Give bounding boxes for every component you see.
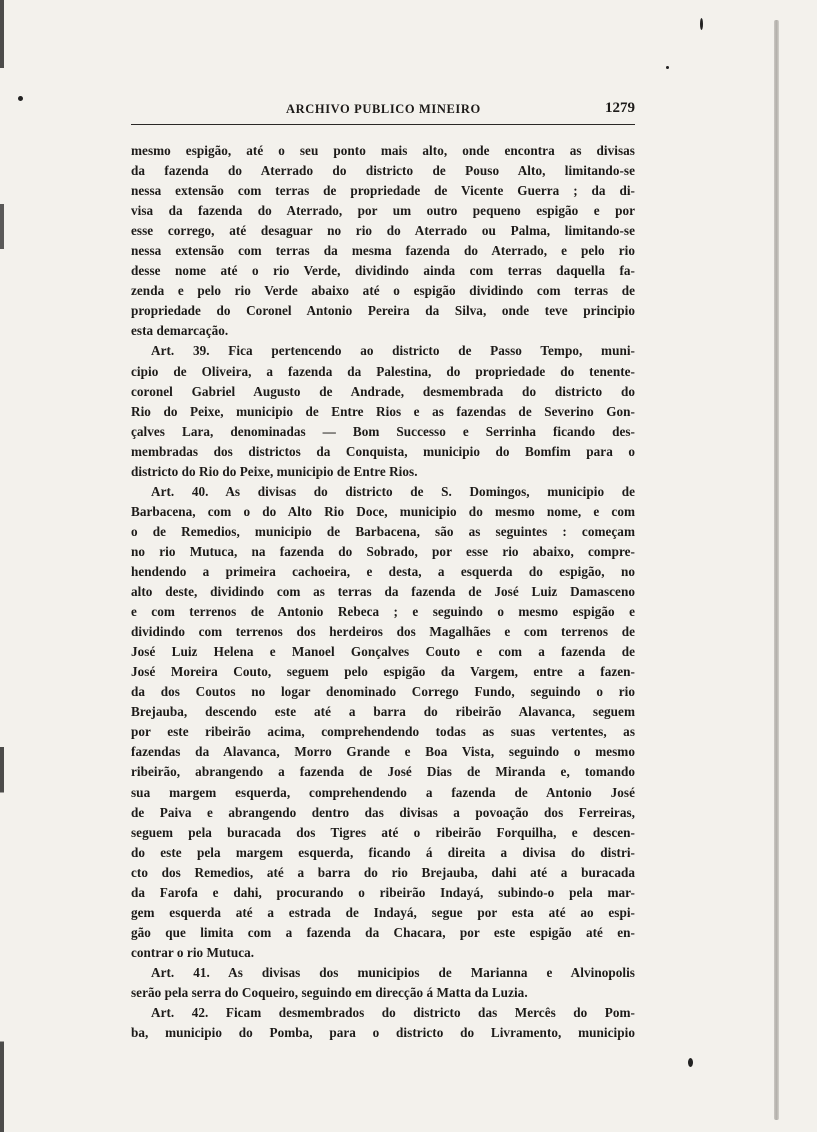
text-line: no rio Mutuca, na fazenda do Sobrado, por esse rio abaixo, compre- [131,543,635,559]
text-line: çalves Lara, denominadas — Bom Successo e Serrinha ficando des- [131,423,635,439]
text-line: ba, municipio do Pomba, para o districto do Livramento, municipio [131,1025,635,1041]
text-line: Art. 41. As divisas dos municipios de Marianna e Alvinopolis [151,964,635,980]
text-line: de Paiva e abrangendo dentro das divisas a povoação dos Ferreiras, [131,804,635,820]
text-line: cto dos Remedios, até a barra do rio Brejauba, dahi até a buracada [131,864,635,880]
text-line: seguem pela buracada dos Tigres até o ribeirão Forquilha, e descen- [131,824,635,840]
text-line: do este pela margem esquerda, ficando á direita a divisa do distri- [131,844,635,860]
text-line: por este ribeirão acima, comprehendendo todas as suas vertentes, as [131,724,635,740]
text-line: coronel Gabriel Augusto de Andrade, desmembrada do districto do [131,383,635,399]
text-line: dividindo com terrenos dos herdeiros dos Magalhães e com terrenos de [131,624,635,640]
text-line: José Luiz Helena e Manoel Gonçalves Couto e com a fazenda de [131,644,635,660]
text-line: cipio de Oliveira, a fazenda da Palestina, do propriedade do tenente- [131,363,635,379]
text-line: sua margem esquerda, comprehendendo a fazenda de Antonio José [131,784,635,800]
text-line: da fazenda do Aterrado do districto de Pouso Alto, limitando-se [131,163,635,179]
text-line: Brejauba, descendo este até a barra do ribeirão Alavanca, seguem [131,704,635,720]
body-text [131,141,635,1043]
text-line: Art. 42. Ficam desmembrados do districto das Mercês do Pom- [151,1005,635,1021]
ink-speck [666,66,669,69]
text-line: alto deste, dividindo com as terras da fazenda de José Luiz Damasceno [131,584,635,600]
text-line: gão que limita com a fazenda da Chacara, por este espigão até en- [131,924,635,940]
text-line: Rio do Peixe, municipio de Entre Rios e as fazendas de Severino Gon- [131,403,635,419]
text-line: mesmo espigão, até o seu ponto mais alto, onde encontra as divisas [131,143,635,158]
text-line: da Farofa e dahi, procurando o ribeirão Indayá, subindo-o pela mar- [131,884,635,900]
ink-speck [700,18,703,30]
text-line: José Moreira Couto, seguem pelo espigão da Vargem, entre a fazen- [131,664,635,680]
text-line: esse corrego, até desaguar no rio do Aterrado ou Palma, limitando-se [131,223,635,239]
text-line: Barbacena, com o do Alto Rio Doce, municipio do mesmo nome, e com [131,503,635,519]
text-line: visa da fazenda do Aterrado, por um outro pequeno espigão e por [131,203,635,219]
text-line: propriedade do Coronel Antonio Pereira da Silva, onde teve principio [131,303,635,319]
text-line: Art. 40. As divisas do districto de S. Domingos, municipio de [151,483,635,499]
text-line: nessa extensão com terras de propriedade de Vicente Guerra ; da di- [131,183,635,199]
text-line: fazendas da Alavanca, Morro Grande e Boa Vista, seguindo o mesmo [131,744,635,760]
text-line: esta demarcação. [131,323,229,339]
page-edge-right [774,20,779,1120]
running-title: ARCHIVO PUBLICO MINEIRO [286,102,481,116]
ink-speck [688,1058,693,1067]
text-line: desse nome até o rio Verde, dividindo ainda com terras daquella fa- [131,263,635,279]
text-line: districto do Rio do Peixe, municipio de Entre Rios. [131,463,418,479]
text-line: hendendo a primeira cachoeira, e desta, a esquerda do espigão, no [131,563,635,579]
text-line: membradas dos districtos da Conquista, municipio do Bomfim para o [131,443,635,459]
text-line: contrar o rio Mutuca. [131,944,255,960]
page-edge-left [0,0,4,1132]
text-line: e com terrenos de Antonio Rebeca ; e seguindo o mesmo espigão e [131,604,635,620]
ink-speck [18,96,23,101]
text-line: ribeirão, abrangendo a fazenda de José Dias de Miranda e, tomando [131,764,635,780]
text-line: Art. 39. Fica pertencendo ao districto de Passo Tempo, muni- [151,343,635,359]
text-line: nessa extensão com terras da mesma fazenda do Aterrado, e pelo rio [131,243,635,259]
text-line: da dos Coutos no logar denominado Corrego Fundo, seguindo o rio [131,684,635,700]
text-line: gem esquerda até a estrada de Indayá, segue por esta até ao espi- [131,904,635,920]
text-line: zenda e pelo rio Verde abaixo até o espigão dividindo com terras de [131,283,635,299]
page-number: 1279 [605,100,635,116]
page-header [131,100,635,125]
text-line: serão pela serra do Coqueiro, seguindo em direcção á Matta da Luzia. [131,984,528,1000]
text-line: o de Remedios, municipio de Barbacena, são as seguintes : começam [131,523,635,539]
